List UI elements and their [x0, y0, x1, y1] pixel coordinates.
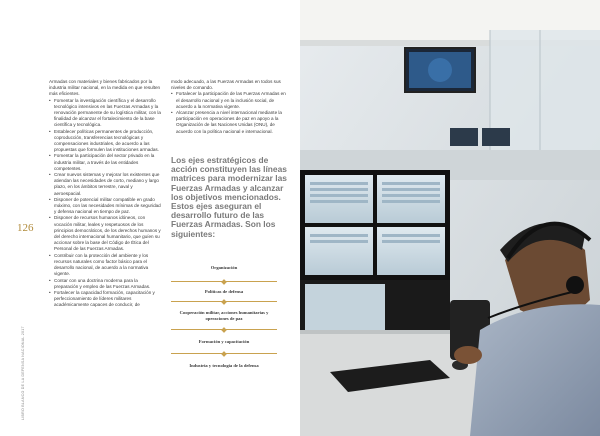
list-item: • Fomentar la participación del sector privado en la industria militar, a través de las entidades competentes. [49, 153, 161, 172]
list-item: • Contar con una doctrina moderna para la preparación y empleo de las Fuerzas Armadas. [49, 278, 161, 290]
axis-label: Organización [210, 264, 238, 270]
list-item: • Alcanzar presencia a nivel internacional mediante la participación en operaciones de paz en apoyo a la Organización de las Naciones Unidas (ONU), de acuerdo con la política nacional e internacional. [171, 110, 288, 135]
right-column-intro: modo adecuado, a las Fuerzas Armadas en todos sus niveles de comando. [171, 79, 281, 91]
page-number: 126 [17, 222, 34, 234]
list-item: • Fortalecer la participación de las Fuerzas Armadas en el desarrollo nacional y en la inclusión social, de acuerdo a la normativa vigente. [171, 91, 288, 110]
axis-label: Cooperación militar, acciones humanitarias y operaciones de paz [179, 309, 269, 321]
list-item: • Fortalecer la capacidad formación, capacitación y perfeccionamiento de líderes militares académicamente capaces de conducir, de [49, 290, 161, 309]
side-caption: LIBRO BLANCO DE LA DEFENSA NACIONAL 2017 [21, 326, 25, 420]
highlight-statement: Los ejes estratégicos de acción constituyen las líneas matrices para modernizar las Fuerzas Armadas y alcanzar los objetivos mencionados. Estos ejes aseguran el desarrollo futuro de las Fuerzas Armadas. Son los siguientes: [171, 155, 287, 239]
strategic-axes-list [171, 254, 277, 378]
right-text-column [171, 79, 288, 135]
axis-label: Industria y tecnología de la defensa [189, 363, 259, 369]
axis-item-cooperacion [171, 301, 277, 329]
control-room-photo [300, 0, 600, 436]
left-bullet-list [49, 98, 161, 309]
list-item: • Disponer de potencial militar compatible en grado máximo, con las necesidades mínimas de seguridad y defensa nacional en tiempo de paz. [49, 197, 161, 216]
axis-item-organizacion [171, 254, 277, 281]
axis-label: Políticas de defensa [204, 288, 244, 294]
left-text-column [49, 79, 161, 309]
axis-label: Formación y capacitación [198, 338, 250, 344]
list-item: • Disponer de recursos humanos idóneos, con vocación militar, leales y respetuosos de los principios democráticos, de los derechos humanos y del derecho internacional humanitario, que guíen su accionar sobre la base del Código de Ética del Personal de las Fuerzas Armadas. [49, 215, 161, 252]
control-room-illustration [300, 0, 600, 436]
left-column-intro: Armadas con materiales y bienes fabricados por la industria militar nacional, en la medida en que resulten más eficientes. [49, 79, 161, 97]
list-item: • Fomentar la investigación científica y el desarrollo tecnológico intensivos en las Fuerzas Armadas y la renovación permanente de su logística militar, con la finalidad de alcanzar el fortalecimiento de la base científica y tecnológica. [49, 98, 161, 129]
right-bullet-list [171, 91, 288, 134]
list-item: • Establecer políticas permanentes de producción, coproducción, transferencias tecnológicas y compensaciones industriales, de acuerdo a las propuestas que formulen las instituciones armadas. [49, 129, 161, 154]
list-item: • Contribuir con la protección del ambiente y los recursos naturales como factor básico para el desarrollo nacional, de acuerdo a la normativa vigente. [49, 253, 161, 278]
list-item: • Crear nuevos sistemas y mejorar los existentes que atiendan las necesidades de corto, mediano y largo plazo, en los ámbitos terrestre, naval y aeroespacial. [49, 172, 161, 197]
